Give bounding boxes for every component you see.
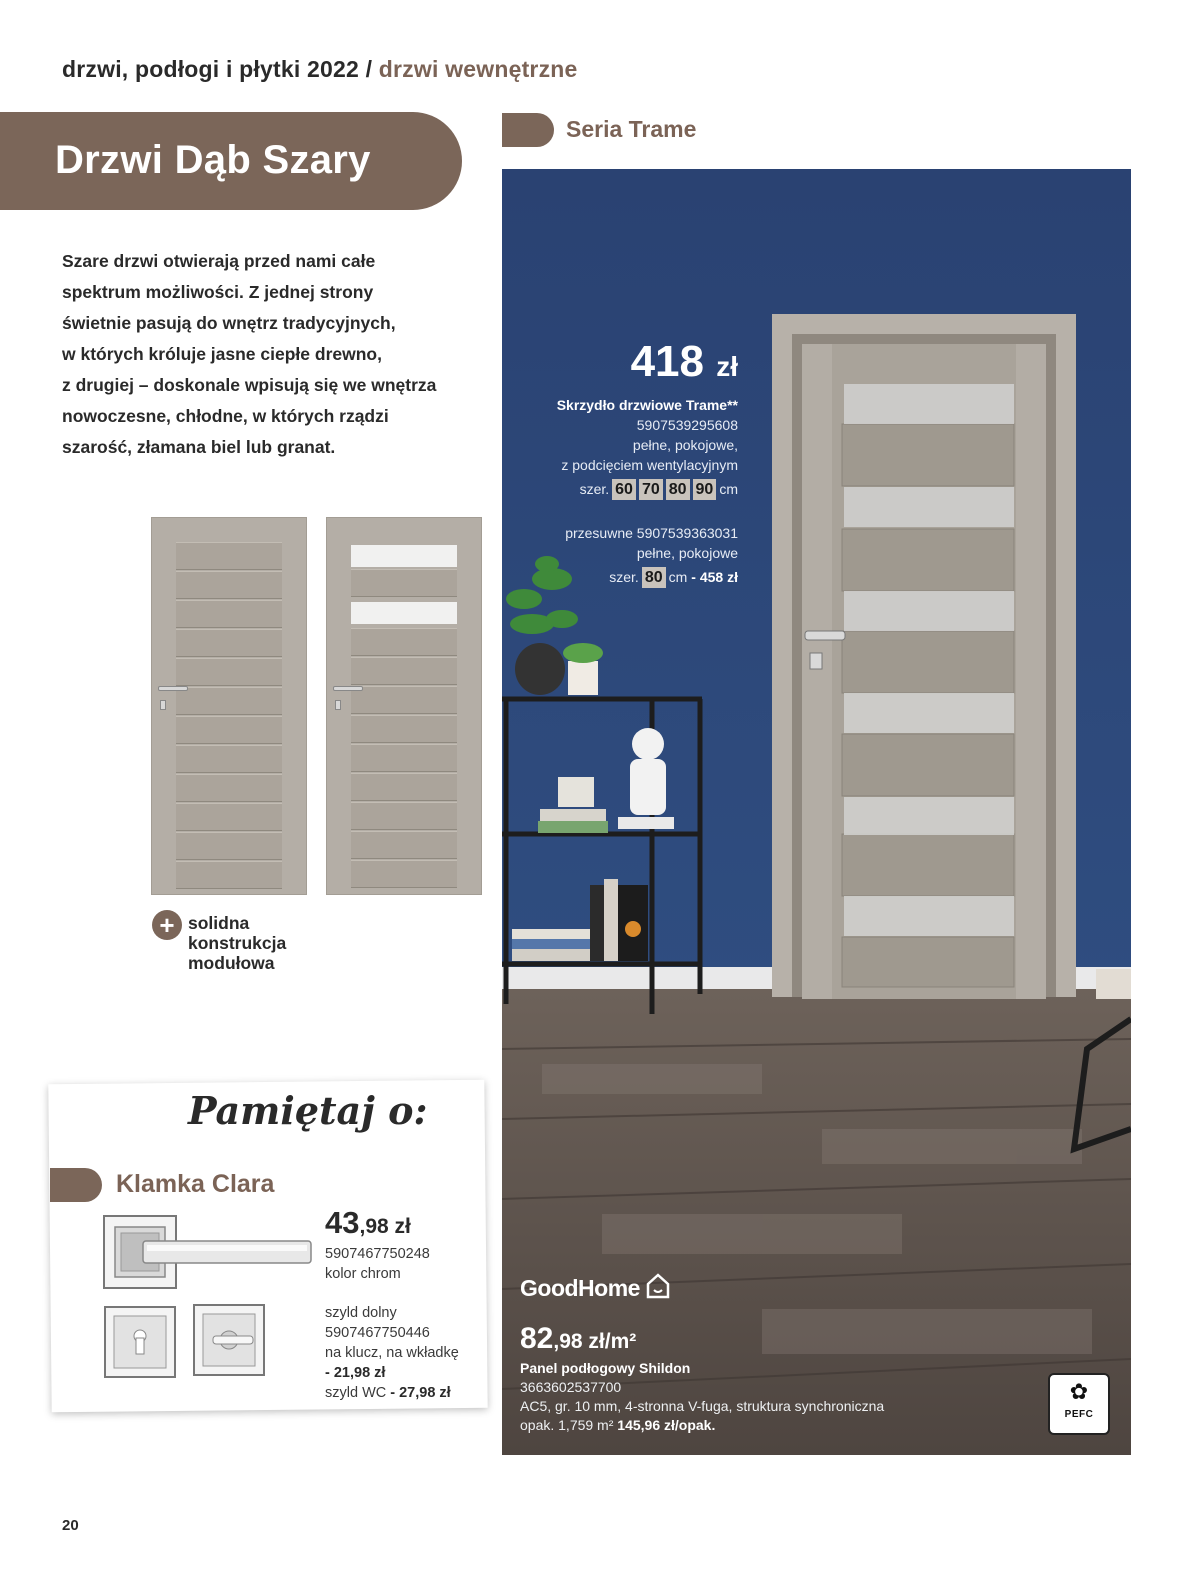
door-plank [176,745,282,773]
door-plank [176,658,282,686]
keyhole-icon [160,700,166,710]
feature-line: modułowa [188,953,275,973]
floor-product-code: 3663602537700 [520,1379,622,1395]
sliding-code: przesuwne 5907539363031 [565,525,738,541]
intro-line: z drugiej – doskonale wpisują się we wnętrza [62,375,437,395]
section-tag [50,1168,102,1202]
sliding-size [557,565,738,589]
page-title: Drzwi Dąb Szary [55,138,371,182]
door-plank [351,744,457,772]
pefc-badge [1048,1373,1110,1435]
size-option: 80 [642,567,666,588]
sliding-variant [557,523,738,589]
door-handle-icon [158,686,188,691]
series-tag [502,113,554,147]
door-plank [351,569,457,597]
floor-price [520,1322,884,1359]
size-unit: cm [668,569,688,585]
floor-pack [520,1416,884,1435]
wc-rose-icon [193,1304,265,1376]
door-plank [176,600,282,628]
door-product-name: Skrzydło drzwiowe Trame** [556,397,738,413]
keyhole-icon [335,700,341,710]
floor-product-name: Panel podłogowy Shildon [520,1360,691,1376]
brand-name: GoodHome [520,1275,640,1301]
price-main: 43 [325,1205,360,1240]
breadcrumb-separator: / [365,56,373,82]
door-plank [176,571,282,599]
feature-line: solidna [188,913,250,933]
door-plank [176,629,282,657]
door-plank [176,832,282,860]
door-image-solid [151,517,307,895]
pack-price: 145,96 zł/opak. [617,1417,716,1433]
product-color: kolor chrom [325,1266,401,1282]
product-code: 5907467750248 [325,1246,430,1262]
door-glass-pane [351,602,457,624]
door-glass-pane [351,545,457,567]
feature-text [188,910,318,973]
door-price [557,338,738,391]
page-number: 20 [62,1517,79,1534]
feature-badge [152,910,318,973]
house-icon [646,1273,670,1299]
size-option: 90 [693,479,717,500]
breadcrumb [62,56,578,83]
extra-line: szyld dolny [325,1305,397,1321]
handle-product-name: Klamka Clara [116,1170,275,1198]
price-currency: zł [716,351,738,382]
breadcrumb-category: drzwi, podłogi i płytki 2022 [62,56,359,82]
floor-offer [520,1322,884,1435]
size-unit: cm [719,481,738,497]
door-plank [351,773,457,801]
door-plank [351,686,457,714]
reminder-title: Pamiętaj o: [188,1088,428,1133]
door-plank [176,774,282,802]
door-panel-solid [176,542,282,882]
door-plank [351,715,457,743]
door-desc-line: z podcięciem wentylacyjnym [561,457,738,473]
door-plank [176,687,282,715]
door-plank [176,716,282,744]
sliding-price: - 458 zł [691,569,738,585]
door-plank [176,803,282,831]
door-plank [351,628,457,656]
door-plank [176,861,282,889]
plus-icon: + [152,910,182,940]
door-handle-icon [333,686,363,691]
handle-details [325,1244,430,1284]
door-plank [351,657,457,685]
extra-price: - 21,98 zł [325,1365,386,1381]
door-image-glazed [326,517,482,895]
door-product-code: 5907539295608 [636,417,738,433]
intro-text [62,246,482,463]
door-plank [351,860,457,888]
price-main: 418 [630,337,704,386]
pefc-label: PEFC [1064,1409,1094,1420]
sliding-desc: pełne, pokojowe [636,545,738,561]
intro-line: spektrum możliwości. Z jednej strony [62,282,374,302]
handle-extras [325,1303,459,1403]
goodhome-logo [520,1273,670,1302]
door-panel-glazed [351,542,457,882]
lever-handle-icon [103,1215,313,1289]
extra-price: - 27,98 zł [390,1385,451,1401]
handle-price [325,1205,411,1241]
extra-line: szyld WC [325,1385,387,1401]
extra-line: na klucz, na wkładkę [325,1345,459,1361]
size-option: 60 [612,479,636,500]
series-name: Seria Trame [566,116,697,142]
extra-line: 5907467750446 [325,1325,430,1341]
intro-line: nowoczesne, chłodne, w których rządzi [62,406,389,426]
keyhole-rose-icon [104,1306,176,1378]
intro-line: w których króluje jasne ciepłe drewno, [62,344,382,364]
door-plank [351,831,457,859]
size-option: 80 [666,479,690,500]
door-plank [176,542,282,570]
door-desc-line: pełne, pokojowe, [632,437,738,453]
pefc-logo-icon: ✿ [1069,1379,1089,1404]
size-label: szer. [609,569,639,585]
price-decimals: ,98 zł/m² [553,1330,637,1353]
size-option: 70 [639,479,663,500]
size-label: szer. [579,481,610,497]
size-options [557,477,738,501]
door-plank [351,802,457,830]
pack-size: opak. 1,759 m² [520,1417,614,1433]
price-main: 82 [520,1322,554,1355]
intro-line: Szare drzwi otwierają przed nami całe [62,251,376,271]
price-decimals: ,98 zł [359,1215,411,1238]
feature-line: konstrukcja [188,933,287,953]
breadcrumb-subcategory: drzwi wewnętrzne [378,56,578,82]
floor-spec: AC5, gr. 10 mm, 4-stronna V-fuga, struktura synchroniczna [520,1398,885,1414]
title-banner [0,112,462,210]
intro-line: szarość, złamana biel lub granat. [62,437,336,457]
intro-line: świetnie pasują do wnętrz tradycyjnych, [62,313,396,333]
door-offer [557,338,738,589]
